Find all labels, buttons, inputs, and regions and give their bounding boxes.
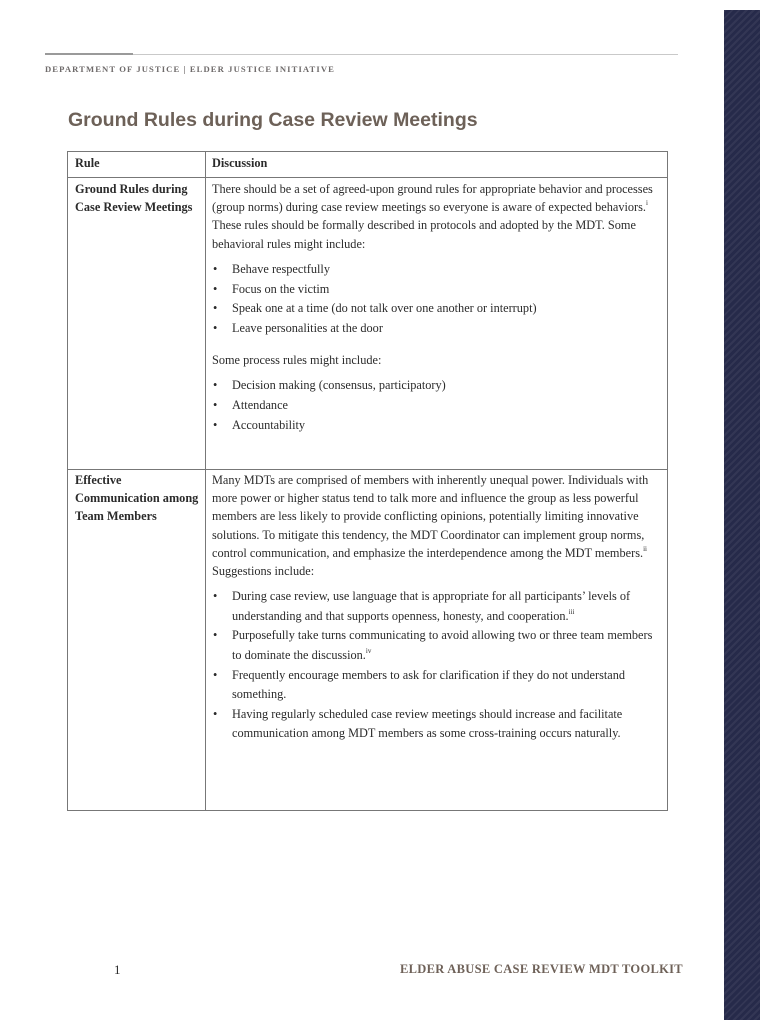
page-number: 1 <box>114 962 121 977</box>
rule-ground-rules: Ground Rules during Case Review Meetings <box>75 182 193 215</box>
column-divider <box>205 152 206 810</box>
list-item: • Attendance <box>212 396 664 416</box>
header-org-line: DEPARTMENT OF JUSTICE | ELDER JUSTICE INITIATIVE <box>45 64 335 74</box>
rule-effective-communication: Effective Communication among Team Members <box>75 473 199 524</box>
list-item: • Having regularly scheduled case review meetings should increase and facilitate communication among MDT members as some cross-training occurs naturally. <box>212 705 664 744</box>
list-item: • Purposefully take turns communicating to avoid allowing two or three team members to dominate the discussion.$^{iv}$ <box>212 626 664 665</box>
list-item: • Focus on the victim <box>212 280 664 300</box>
discussion-ground-rules <box>212 180 664 436</box>
header-divider <box>68 177 667 178</box>
process-rules-intro: Some process rules might include: <box>212 353 382 367</box>
ground-rules-table <box>67 151 668 811</box>
list-item: • Decision making (consensus, participatory) <box>212 376 664 396</box>
list-item: • Behave respectfully <box>212 260 664 280</box>
endnote-ref[interactable]: iii <box>568 607 575 616</box>
suggestions-list <box>212 587 664 744</box>
behavioral-rules-list <box>212 260 664 339</box>
list-item: • Speak one at a time (do not talk over one another or interrupt) <box>212 299 664 319</box>
list-item: • Frequently encourage members to ask for clarification if they do not understand something. <box>212 666 664 705</box>
list-item: • Leave personalities at the door <box>212 319 664 339</box>
process-rules-list <box>212 376 664 435</box>
row-divider <box>68 469 667 470</box>
endnote-ref[interactable]: i <box>646 199 648 208</box>
list-item: • During case review, use language that is appropriate for all participants’ levels of understanding and that supports openness, honesty, and cooperation.$^{iii}$ <box>212 587 664 626</box>
page-title: Ground Rules during Case Review Meetings <box>68 109 478 131</box>
header-rule-accent <box>45 53 133 55</box>
footer-doc-title: ELDER ABUSE CASE REVIEW MDT TOOLKIT <box>400 962 683 976</box>
endnote-ref[interactable]: iv <box>365 647 372 655</box>
discussion-intro: There should be a set of agreed-upon ground rules for appropriate behavior and processes (group norms) during case review meetings so everyone is aware of expected behaviors.$^i$ These rules should be formally described in protocols and adopted by the MDT. Some behavioral rules might include: <box>212 182 653 251</box>
side-decorative-band <box>724 10 760 1020</box>
header-rule <box>45 54 678 55</box>
endnote-ref[interactable]: ii <box>643 544 647 553</box>
list-item: • Accountability <box>212 416 664 436</box>
discussion-effective-communication <box>212 471 664 744</box>
discussion-intro: Many MDTs are comprised of members with inherently unequal power. Individuals with more power or higher status tend to talk more and influence the group as less powerful members are less likely to provide conflicting opinions, potentially limiting innovative solutions. To mitigate this tendency, the MDT Coordinator can implement group norms, control communication, and emphasize the interdependence among the MDT members.$^{ii}$ Suggestions include: <box>212 473 649 579</box>
header-rule: Rule <box>75 156 100 170</box>
header-discussion: Discussion <box>212 156 268 170</box>
